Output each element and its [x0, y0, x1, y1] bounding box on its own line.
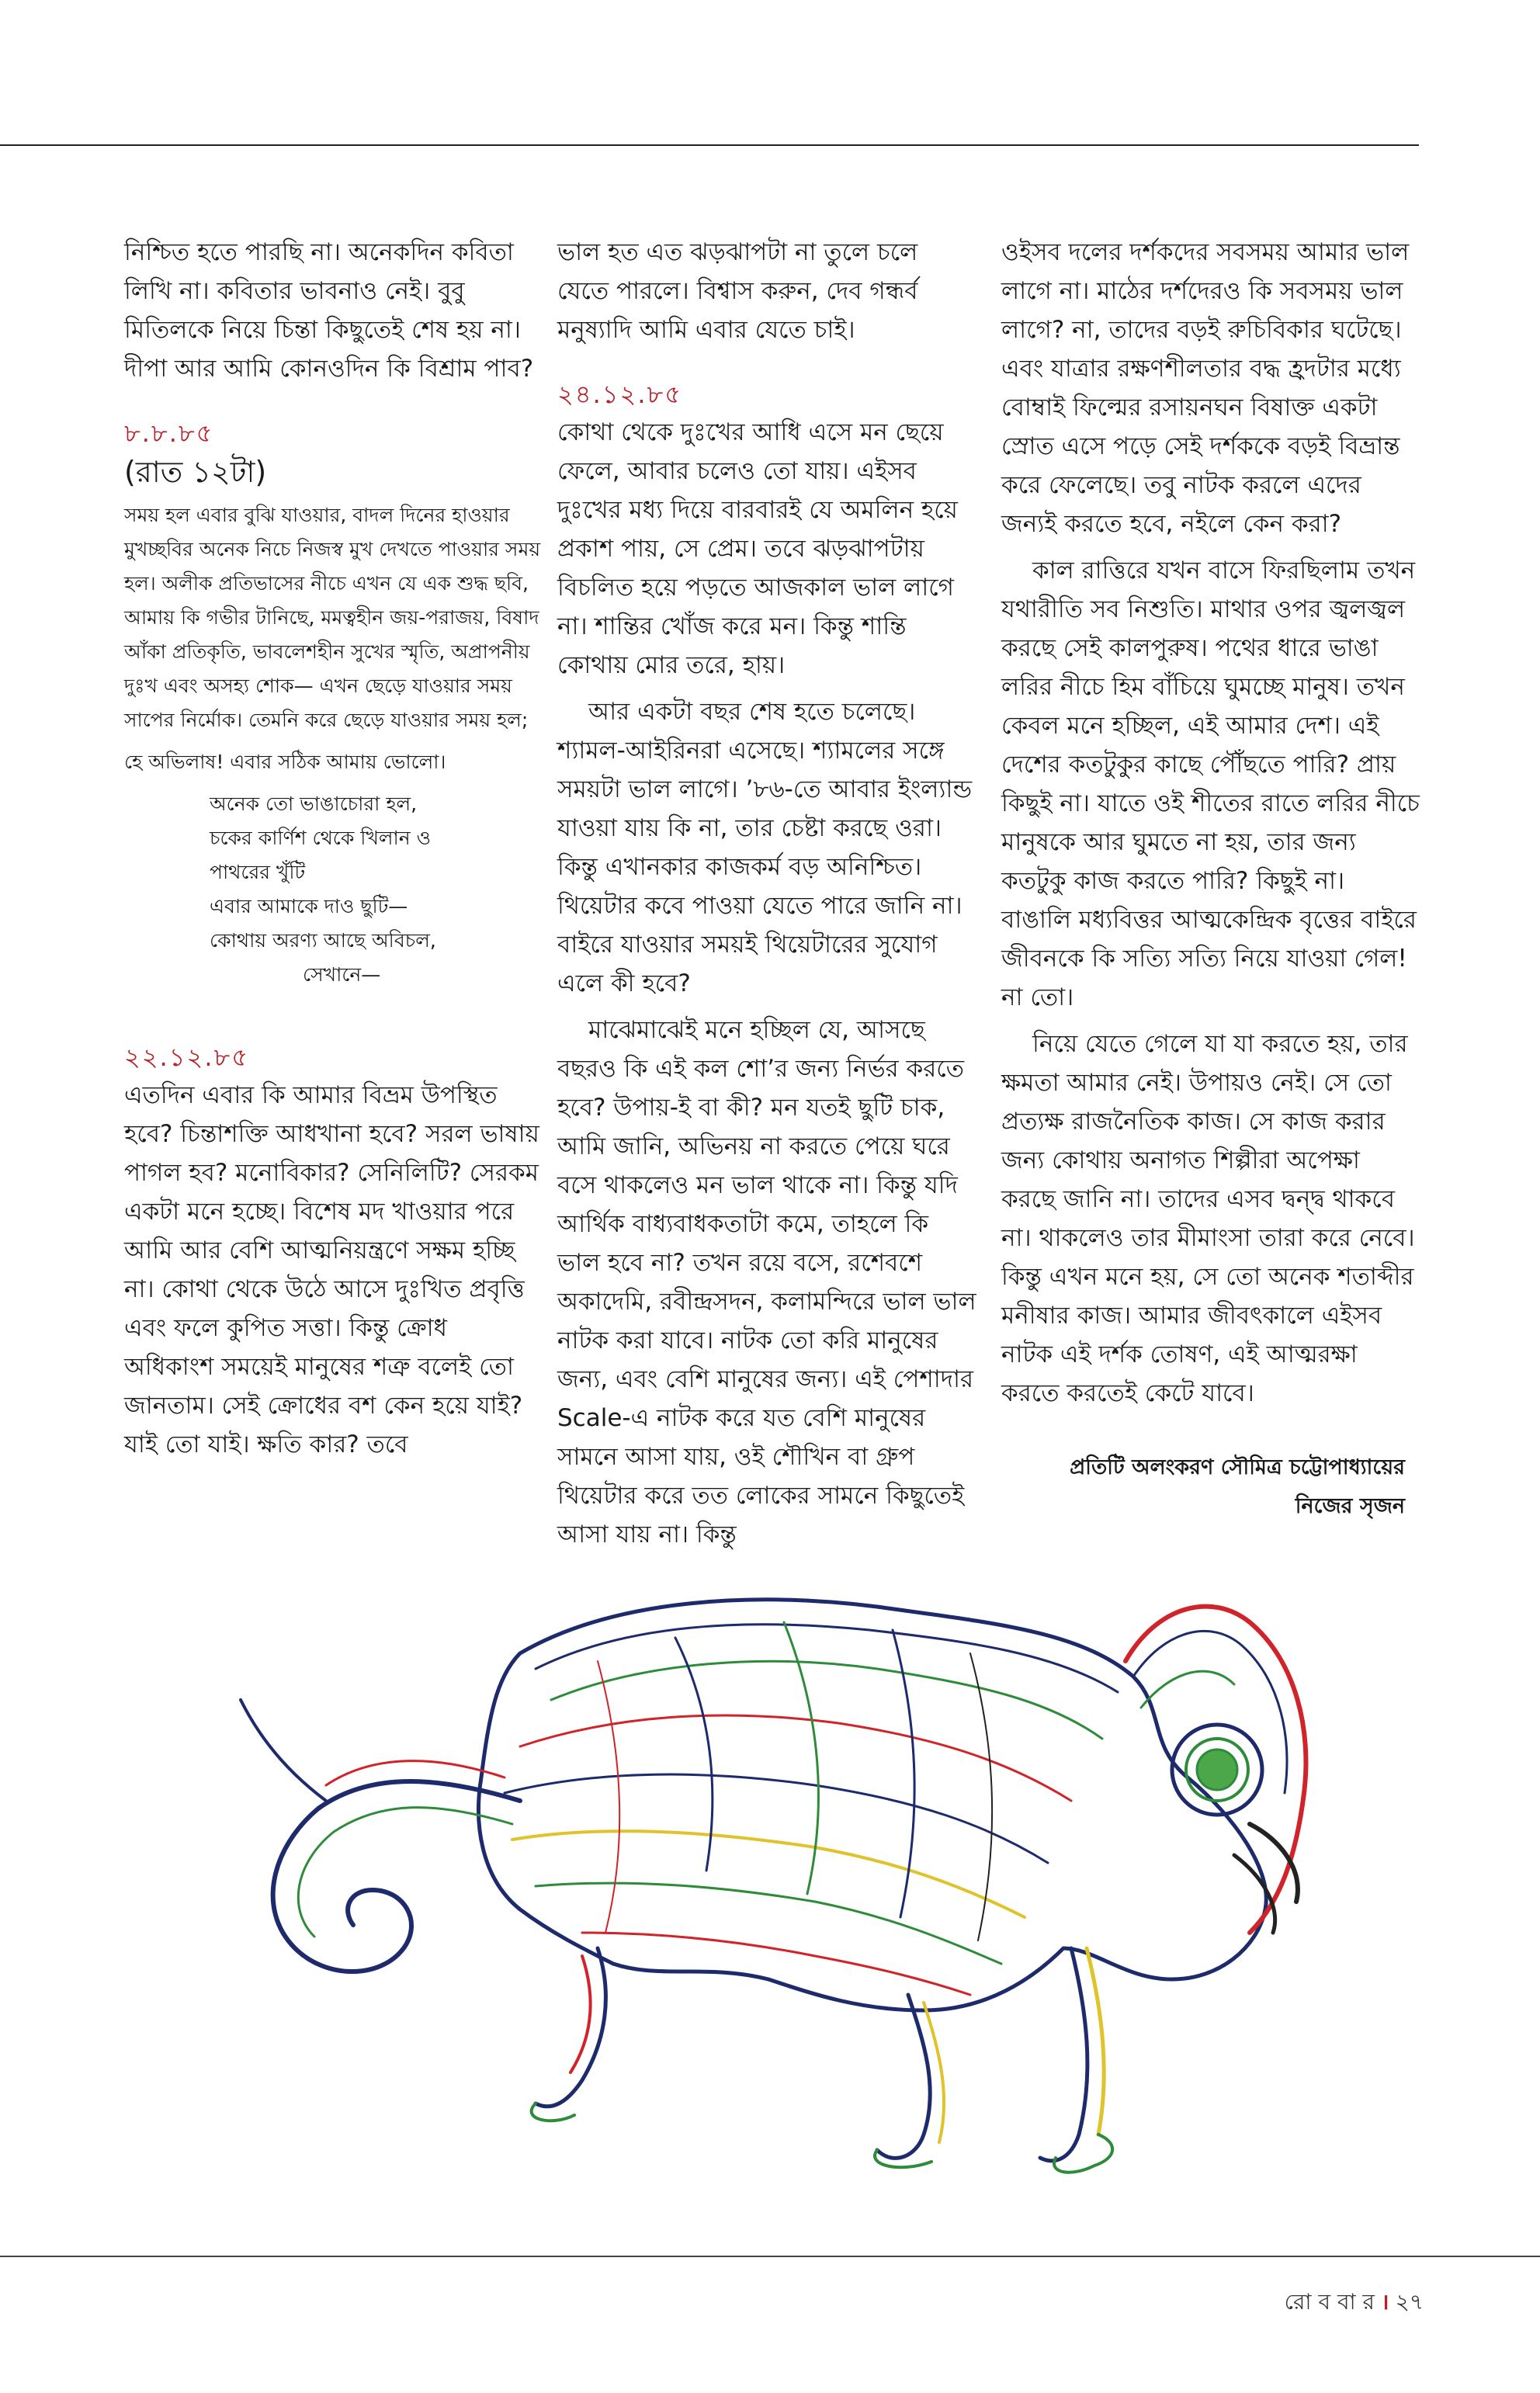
- poem-line: অনেক তো ভাঙাচোরা হল,: [210, 792, 418, 815]
- col1-para-2: সময় হল এবার বুঝি যাওয়ার, বাদল দিনের হাওয়ার মুখচ্ছবির অনেক নিচে নিজস্ব মুখ দেখতে পাওয়ার সময় হল। অলীক প্রতিভাসের নীচে এখন যে এক শুদ্ধ ছবি, আমায় কি গভীর টানিছে, মমত্বহীন জয়-পরাজয়, বিষাদ আঁকা প্রতিকৃতি, ভাবলেশহীন সুখের স্মৃতি, অপ্রাপনীয় দুঃখ এবং অসহ্য শোক— এখন ছেড়ে যাওয়ার সময় সাপের নির্মোক। তেমনি করে ছেড়ে যাওয়ার সময় হল;: [124, 504, 541, 731]
- poem-line: এবার আমাকে দাও ছুটি—: [210, 895, 408, 917]
- col2-para-4: মাঝেমাঝেই মনে হচ্ছিল যে, আসছে বছরও কি এই কল শো’র জন্য নির্ভর করতে হবে? উপায়-ই বা কী? মন যতই ছুটি চাক, আমি জানি, অভিনয় না করতে পেয়ে ঘরে বসে থাকলেও মন ভাল থাকে না। কিন্তু যদি আর্থিক বাধ্যবাধকতাটা কমে, তাহলে কি ভাল হবে না? তখন রয়ে বসে, রশেবশে অকাদেমি, রবীন্দ্রসদন, কলামন্দিরে ভাল ভাল নাটক করা যাবে। নাটক তো করি মানুষের জন্য, এবং বেশি মানুষের জন্য। এই পেশাদার Scale-এ নাটক করে যত বেশি মানুষের সামনে আসা যায়, ওই শৌখিন বা গ্রুপ থিয়েটার করে তত লোকের সামনে কিছুতেই আসা যায় না। কিন্তু: [557, 1016, 976, 1549]
- sketch-back-leg: [536, 1948, 605, 2107]
- page-footer: [1285, 2285, 1424, 2322]
- sketch-mid-leg: [877, 1995, 930, 2158]
- footer-separator: ।: [1380, 2289, 1389, 2315]
- sketch-front-leg: [1040, 1948, 1087, 2161]
- diary-date-2: ২২.১২.৮৫: [124, 1042, 250, 1072]
- diary-subheading: (রাত ১২টা): [124, 455, 267, 489]
- col3-para-1: ওইসব দলের দর্শকদের সবসময় আমার ভাল লাগে না। মাঠের দর্শদেরও কি সবসময় ভাল লাগে? না, তাদের বড়ই রুচিবিকার ঘটেছে। এবং যাত্রার রক্ষণশীলতার বদ্ধ হ্রদটার মধ্যে বোম্বাই ফিল্মের রসায়নঘন বিষাক্ত একটা স্রোত এসে পড়ে সেই দর্শককে বড়ই বিভ্রান্ত করে ফেলেছে। তবু নাটক করলে এদের জন্যই করতে হবে, নইলে কেন করা?: [1001, 238, 1410, 538]
- diary-date-3: ২৪.১২.৮৫: [557, 380, 683, 409]
- bottom-rule: [0, 2256, 1540, 2257]
- chameleon-illustration: [116, 1545, 1389, 2228]
- col2-para-1: ভাল হত এত ঝড়ঝাপটা না তুলে চলে যেতে পারলে। বিশ্বাস করুন, দেব গন্ধর্ব মনুষ্যাদি আমি এবার যেতে চাই।: [557, 238, 918, 344]
- poem-line: সেখানে—: [303, 963, 381, 986]
- col3-para-3: নিয়ে যেতে গেলে যা যা করতে হয়, তার ক্ষমতা আমার নেই। উপায়ও নেই। সে তো প্রত্যক্ষ রাজনৈতিক কাজ। সে কাজ করার জন্য কোথায় অনাগত শিল্পীরা অপেক্ষা করছে জানি না। তাদের এসব দ্বন্দ্ব থাকবে না। থাকলেও তার মীমাংসা তারা করে নেবে। কিন্তু এখন মনে হয়, সে তো অনেক শতাব্দীর মনীষার কাজ। আমার জীবৎকালে এইসব নাটক এই দর্শক তোষণ, এই আত্মরক্ষা করতে করতেই কেটে যাবে।: [1001, 1030, 1415, 1407]
- column-1: [124, 233, 543, 1472]
- poem-line: পাথরের খুঁটি: [210, 861, 306, 883]
- poem-block: [210, 787, 543, 992]
- top-rule: [0, 144, 1419, 146]
- poem-line: চকের কার্ণিশ থেকে খিলান ও: [210, 827, 432, 849]
- illustration-credit: [1017, 1448, 1405, 1526]
- page-number: ২৭: [1395, 2289, 1424, 2315]
- poem-line: কোথায় অরণ্য আছে অবিচল,: [210, 929, 436, 952]
- col2-para-3: আর একটা বছর শেষ হতে চলেছে। শ্যামল-আইরিনরা এসেছে। শ্যামলের সঙ্গে সময়টা ভাল লাগে। ’৮৬-তে আবার ইংল্যান্ড যাওয়া যায় কি না, তার চেষ্টা করছে ওরা। কিন্তু এখানকার কাজকর্ম বড় অনিশ্চিত। থিয়েটার কবে পাওয়া যেতে পারে জানি না। বাইরে যাওয়ার সময়ই থিয়েটারের সুযোগ এলে কী হবে?: [557, 698, 973, 997]
- credit-line-2: নিজের সৃজন: [1295, 1494, 1405, 1518]
- diary-date-1: ৮.৮.৮৫: [124, 418, 214, 448]
- magazine-name: রো ব বা র: [1284, 2289, 1375, 2315]
- column-2: [557, 233, 976, 1562]
- col3-para-2: কাল রাত্তিরে যখন বাসে ফিরছিলাম তখন যথারীতি সব নিশুতি। মাথার ওপর জ্বলজ্বল করছে সেই কালপুরুষ। পথের ধারে ভাঙা লরির নীচে হিম বাঁচিয়ে ঘুমচ্ছে মানুষ। তখন কেবল মনে হচ্ছিল, এই আমার দেশ। এই দেশের কতটুকুর কাছে পৌঁছতে পারি? প্রায় কিছুই না। যাতে ওই শীতের রাতে লরির নীচে মানুষকে আর ঘুমতে না হয়, তার জন্য কতটুকু কাজ করতে পারি? কিছুই না। বাঙালি মধ্যবিত্তর আত্মকেন্দ্রিক বৃত্তের বাইরে জীবনকে কি সত্যি সত্যি নিয়ে যাওয়া গেল! না তো।: [1001, 557, 1420, 1011]
- col2-para-2: কোথা থেকে দুঃখের আধি এসে মন ছেয়ে ফেলে, আবার চলেও তো যায়। এইসব দুঃখের মধ্য দিয়ে বারবারই যে অমলিন হয়ে প্রকাশ পায়, সে প্রেম। তবে ঝড়ঝাপটায় বিচলিত হয়ে পড়তে আজকাল ভাল লাগে না। শান্তির খোঁজ করে মন। কিন্তু শান্তি কোথায় মোর তরে, হায়।: [557, 418, 958, 679]
- column-3: [1001, 233, 1420, 1420]
- col1-para-4: এতদিন এবার কি আমার বিভ্রম উপস্থিত হবে? চিন্তাশক্তি আধখানা হবে? সরল ভাষায় পাগল হব? মনোবিকার? সেনিলিটি? সেরকম একটা মনে হচ্ছে। বিশেষ মদ খাওয়ার পরে আমি আর বেশি আত্মনিয়ন্ত্রণে সক্ষম হচ্ছি না। কোথা থেকে উঠে আসে দুঃখিত প্রবৃত্তি এবং ফলে কুপিত সত্তা। কিন্তু ক্রোধ অধিকাংশ সময়েই মানুষের শত্রু বলেই তো জানতাম। সেই ক্রোধের বশ কেন হয়ে যাই? যাই তো যাই। ক্ষতি কার? তবে: [124, 1081, 539, 1458]
- credit-line-1: প্রতিটি অলংকরণ সৌমিত্র চট্টোপাধ্যায়ের: [1070, 1455, 1405, 1479]
- col1-para-1: নিশ্চিত হতে পারছি না। অনেকদিন কবিতা লিখি না। কবিতার ভাবনাও নেই। বুবু মিতিলকে নিয়ে চিন্তা কিছুতেই শেষ হয় না। দীপা আর আমি কোনওদিন কি বিশ্রাম পাব?: [124, 238, 534, 383]
- col1-para-3: হে অভিলাষ! এবার সঠিক আমায় ভোলো।: [124, 751, 446, 773]
